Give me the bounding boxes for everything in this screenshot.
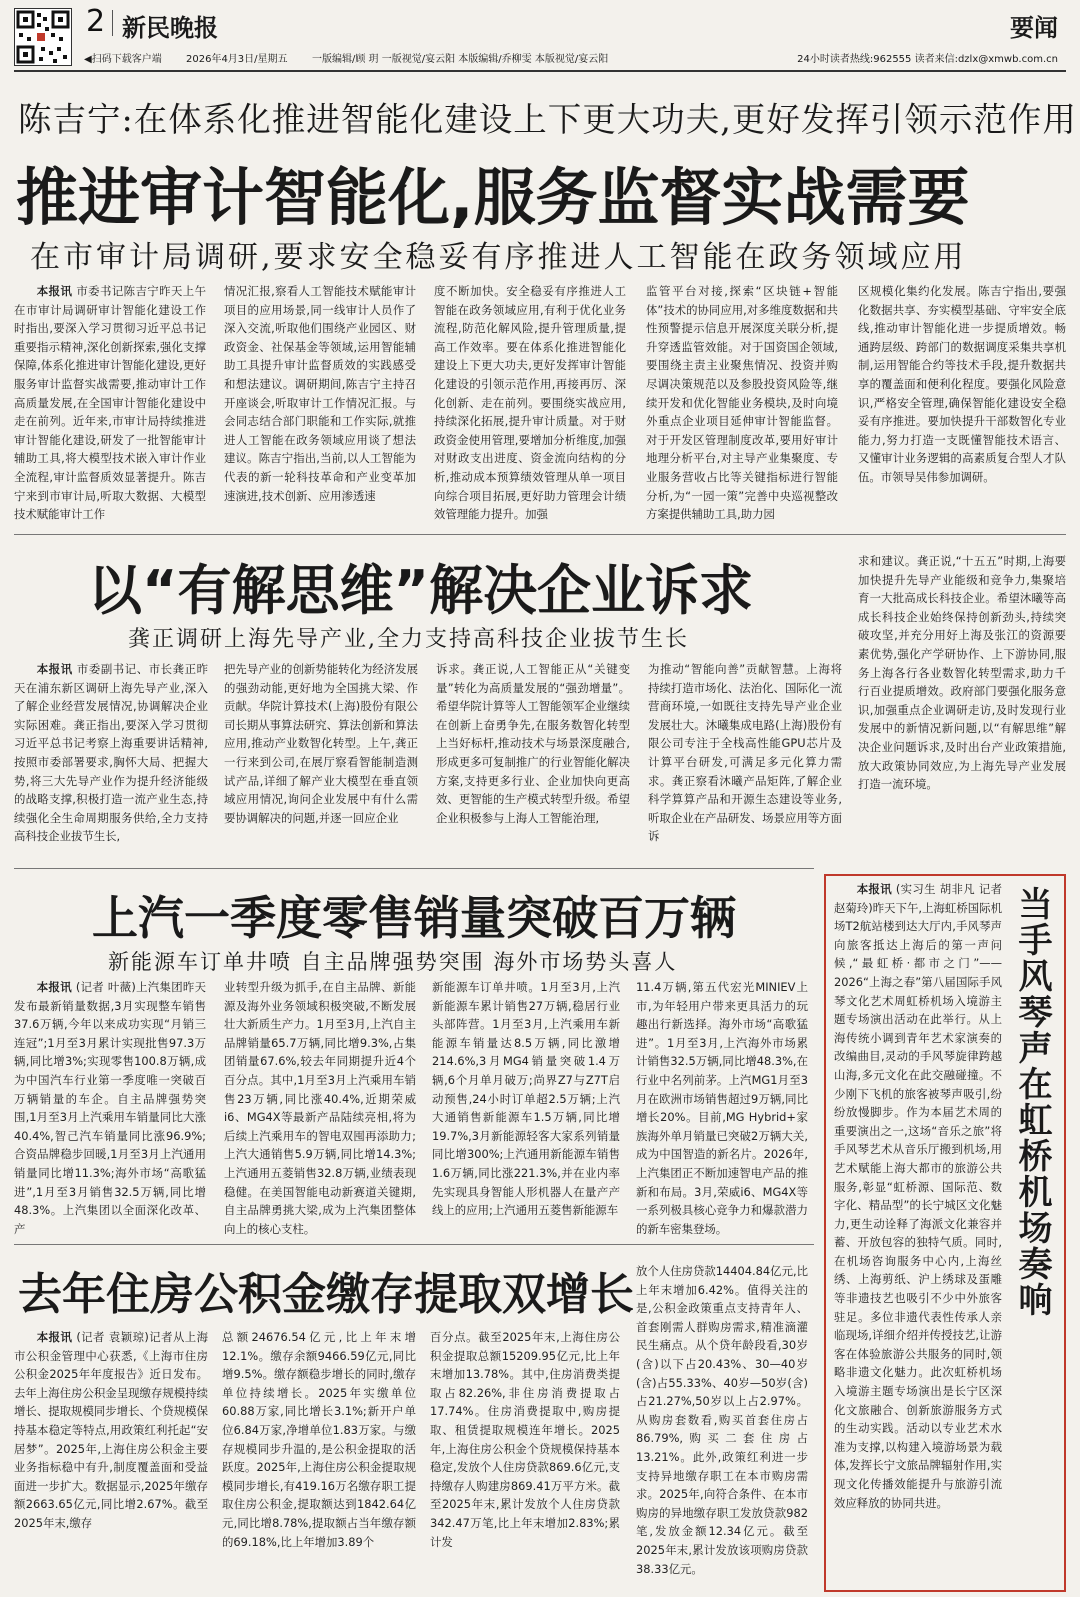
story4-text1: (记者 袁颖琼)记者从上海市公积金管理中心获悉,《上海市住房公积金2025年年度报告》近日发布。去年上海住房公积金呈现缴存规模持续增长、提取规模同步增长、个贷规模保持基本稳定等特点,用政策红利托起“安居梦”。2025年,上海住房公积金主要业务指标稳中有升,制度覆盖面和受益面进一步扩大。数据显示,2025年缴存额2663.65亿元,同比增2.67%。截至2025年末,缴存 bbox=[14, 1330, 208, 1530]
story3-text1: (记者 叶薇)上汽集团昨天发布最新销量数据,3月实现整车销售37.6万辆,今年以来成功实现“月销三连冠”;1月至3月累计实现批售97.3万辆,同比增3%;实现零售100.8万辆,成为中国汽车行业第一季度唯一突破百万辆销量的车企。自主品牌强势突围,1月至3月上汽乘用车销量同比大涨40.4%,智己汽车销量同比涨96.9%;合资品牌稳步回暖,1月至3月上汽通用销量同比增11.3%;海外市场“高歌猛进”,1月至3月销售32.5万辆,同比增48.3%。上汽集团以全面深化改革、产 bbox=[14, 980, 206, 1236]
story1-text3: 度不断加快。安全稳妥有序推进人工智能在政务领域应用,有利于优化业务流程,防范化解风险,提升管理质量,提高工作效率。要在体系化推进智能化建设上下更大功夫,更好发挥审计智能化建设的引领示范作用,再接再厉、深化创新、走在前列。要围绕实战应用,持续深化拓展,提升审计质量。对于财政资金使用管理,要增加分析维度,加强对财政支出进度、资金流向结构的分析,推动成本预算绩效管理从单一项目向综合项目拓展,更好助力管理会计绩效管理能力提升。加强 bbox=[434, 284, 626, 522]
story3-col2 bbox=[224, 978, 416, 1236]
story2-text2: 把先导产业的创新势能转化为经济发展的强劲动能,更好地为全国挑大梁、作贡献。华院计算技术(上海)股份有限公司长期从事算法研究、算法创新和算法应用,推动产业数智化转型。上午,龚正一行来到公司,在展厅察看智能制造测试产品,详细了解产业大模型在垂直领域应用情况,询问企业发展中有什么需要协调解决的问题,并逐一回应企业 bbox=[224, 662, 418, 825]
story2-col5 bbox=[858, 552, 1066, 860]
story1-col5 bbox=[858, 282, 1066, 524]
story3-text3: 新能源车订单井喷。1月至3月,上汽新能源车累计销售27万辆,稳居行业头部阵营。1月至3月,上汽乘用车新能源车销量达8.5万辆,同比激增214.6%,3月MG4销量突破1.4万辆,6个月单月破万;尚界Z7与Z7T启动预售,24小时订单超2.5万辆;上汽大通销售新能源车1.5万辆,同比增19.7%,3月新能源轻客大家系列销量同比增300%;上汽通用新能源车销售1.6万辆,同比涨221.3%,并在业内率先实现具身智能人形机器人在量产产线上的应用;上汽通用五菱售新能源车 bbox=[432, 980, 620, 1218]
date-line: 2026年4月3日/星期五 bbox=[186, 54, 288, 65]
story4-lead: 本报讯 bbox=[36, 1330, 73, 1344]
story4-col2 bbox=[222, 1328, 416, 1590]
qr-caption: ◀扫码下载客户端 bbox=[84, 54, 162, 65]
story3-lead: 本报讯 bbox=[36, 980, 72, 994]
story4-headline: 去年住房公积金缴存提取双增长 bbox=[18, 1269, 634, 1320]
story2-text3: 诉求。龚正说,人工智能正从“关键变量”转化为高质量发展的“强劲增量”。希望华院计算等人工智能领军企业继续在创新上奋勇争先,在服务数智化转型上当好标杆,推动技术与场景深度融合,形成更多可复制推广的行业智能化解决方案,支持更多行业、企业加快向更高效、更智能的生产模式转型升级。希望企业积极参与上海人工智能治理, bbox=[436, 662, 630, 825]
story1-text1: 市委书记陈吉宁昨天上午在市审计局调研审计智能化建设工作时指出,要深入学习贯彻习近平总书记重要指示精神,深化创新探索,强化支撑保障,体系化推进审计智能化建设,更好服务审计监督实战需要,推动审计工作高质量发展,在全国审计智能化建设中走在前列。近年来,市审计局持续推进审计智能化建设,研发了一批智能审计辅助工具,将大模型技术嵌入审计作业全流程,审计监督质效显著提升。陈吉宁来到市审计局,听取大数据、大模型技术赋能审计工作 bbox=[14, 284, 206, 522]
story4-col3 bbox=[430, 1328, 620, 1590]
story1-headline: 推进审计智能化,服务监督实战需要 bbox=[16, 161, 970, 234]
story1-text2: 情况汇报,察看人工智能技术赋能审计项目的应用场景,同一线审计人员作了深入交流,听取他们围绕产业园区、财政资金、社保基金等领域,运用智能辅助工具提升审计监督质效的实践感受和想法建议。调研期间,陈吉宁主持召开座谈会,听取审计工作情况汇报。与会同志结合部门职能和工作实际,就推进人工智能在政务领域应用谈了想法建议。陈吉宁指出,当前,以人工智能为代表的新一轮科技革命和产业变革加速演进,技术创新、应用渗透速 bbox=[224, 284, 416, 503]
story2-col2 bbox=[224, 660, 418, 860]
story5-text: (实习生 胡非凡 记者 赵菊玲)昨天下午,上海虹桥国际机场T2航站楼到达大厅内,手风琴声向旅客抵达上海后的第一声问候,“最虹桥·都市之门”——2026“上海之春”第八届国际手风琴文化艺术周虹桥机场入境游主题专场演出活动在此举行。从上海传统小调到青年艺术家演奏的改编曲目,灵动的手风琴旋律跨越山海,多元文化在此交融碰撞。不少刚下飞机的旅客被琴声吸引,纷纷放慢脚步。作为本届艺术周的重要演出之一,这场“音乐之旅”将手风琴艺术从音乐厅搬到机场,用艺术赋能上海大都市的旅游公共服务,彰显“虹桥源、国际范、数字化、精品型”的长宁城区文化魅力,更生动诠释了海派文化兼容并蓄、开放包容的独特气质。同时,在机场咨询服务中心内,上海丝绣、上海剪纸、沪上绣球及蛋雕等非遗技艺也吸引不少中外旅客驻足。多位非遗代表性传承人亲临现场,详细介绍并传授技艺,让游客在体验旅游公共服务的同时,领略非遗文化魅力。此次虹桥机场入境游主题专场演出是长宁区深化文旅融合、创新旅游服务方式的生动实践。活动以专业艺术水准为支撑,以构建入境游场景为载体,发挥长宁文旅品牌辐射作用,实现文化传播效能提升与旅游引流效应释放的协同共进。 bbox=[834, 882, 1002, 1510]
story4-text4: 放个人住房贷款14404.84亿元,比上年末增加6.42%。值得关注的是,公积金政策重点支持青年人、首套刚需人群购房需求,精准滴灌民生痛点。从个贷年龄段看,30岁(含)以下占20.43%、30—40岁(含)占55.33%、40岁—50岁(含)占21.27%,50岁以上占2.97%。从购房套数看,购买首套住房占86.79%,购买二套住房占13.21%。此外,政策红利进一步支持异地缴存职工在本市购房需求。2025年,向符合条件、在本市购房的异地缴存职工发放贷款982笔,发放金额12.34亿元。截至2025年末,累计发放该项购房贷款38.33亿元。 bbox=[636, 1264, 808, 1576]
story5-headline: 当手风琴声在虹桥机场奏响 bbox=[1012, 886, 1052, 1318]
story1-kicker: 陈吉宁:在体系化推进智能化建设上下更大功夫,更好发挥引领示范作用 bbox=[18, 100, 1077, 139]
story1-col2 bbox=[224, 282, 416, 524]
section-name: 要闻 bbox=[1010, 14, 1058, 42]
paper-name: 新民晚报 bbox=[122, 13, 218, 42]
story2-text1: 市委副书记、市长龚正昨天在浦东新区调研上海先导产业,深入了解企业经营发展情况,协调解决企业实际困难。龚正指出,要深入学习贯彻习近平总书记考察上海重要讲话精神,按照市委部署要求,胸怀大局、把握大势,将三大先导产业作为提升经济能级的战略支撑,积极打造一流产业生态,持续强化全生命周期服务供给,全力支持高科技企业拔节生长, bbox=[14, 662, 208, 844]
story2-col4 bbox=[648, 660, 842, 860]
story2-col3 bbox=[436, 660, 630, 860]
story1-subhead: 在市审计局调研,要求安全稳妥有序推进人工智能在政务领域应用 bbox=[30, 240, 967, 275]
story3-headline: 上汽一季度零售销量突破百万辆 bbox=[92, 891, 736, 945]
story2-lead: 本报讯 bbox=[36, 662, 73, 676]
story1-col4 bbox=[646, 282, 838, 524]
story3-col1 bbox=[14, 978, 206, 1236]
story2-headline: 以“有解思维”解决企业诉求 bbox=[88, 559, 753, 622]
qr-code[interactable] bbox=[14, 8, 72, 66]
editors-line: 一版编辑/顾 玥 一版视觉/宴云阳 本版编辑/乔柳雯 本版视觉/宴云阳 bbox=[312, 54, 609, 65]
story1-lead: 本报讯 bbox=[36, 284, 73, 298]
story5-lead: 本报讯 bbox=[856, 882, 892, 896]
story2-text5: 求和建议。龚正说,“十五五”时期,上海要加快提升先导产业能级和竞争力,集聚培育一大批高成长科技企业。希望沐曦等高成长科技企业始终保持创新劲头,持续突破攻坚,并充分用好上海及张江的资源要素优势,强化产学研协作、上下游协同,服务上海各行各业数智化转型需求,助力千行百业提质增效。政府部门要强化服务意识,加强重点企业调研走访,及时发现行业发展中的新情况新问题,以“有解思维”解决企业问题诉求,及时出台产业政策措施,放大政策协同效应,为上海先导产业发展打造一流环境。 bbox=[858, 554, 1066, 792]
hotline: 24小时读者热线:962555 读者来信:dzlx@xmwb.com.cn bbox=[797, 54, 1058, 65]
story2-subhead: 龚正调研上海先导产业,全力支持高科技企业拔节生长 bbox=[128, 627, 689, 652]
story2-col1 bbox=[14, 660, 208, 860]
story5-body bbox=[834, 880, 1002, 1582]
story4-col1 bbox=[14, 1328, 208, 1590]
story2-text4: 为推动“智能向善”贡献智慧。上海将持续打造市场化、法治化、国际化一流营商环境,一如既往支持先导产业企业发展壮大。沐曦集成电路(上海)股份有限公司专注于全栈高性能GPU芯片及计算平台研发,可满足多元化算力需求。龚正察看沐曦产品矩阵,了解企业科学算算产品和开源生态建设等业务,听取企业在产品研发、场景应用等方面诉 bbox=[648, 662, 842, 844]
story1-text4: 监管平台对接,探索“区块链+智能体”技术的协同应用,对多维度数据和共性预警提示信息开展深度关联分析,提升穿透监管效能。对于国资国企领域,要围绕主责主业聚焦情况、投资并购尽调决策规范以及参股投资风险等,继续开发和优化智能业务模块,及时向境外重点企业项目延伸审计智能监督。对于开发区管理制度改革,要用好审计地理分析平台,对主导产业集聚度、专业服务营收占比等关键指标进行智能分析,为“一园一策”完善中央巡视整改方案提供辅助工具,助力园 bbox=[646, 284, 838, 522]
story3-col4 bbox=[636, 978, 808, 1236]
story1-text5: 区规模化集约化发展。陈吉宁指出,要强化数据共享、夯实模型基础、守牢安全底线,推动审计智能化进一步提质增效。畅通跨层级、跨部门的数据调度采集共享机制,运用智能合约等技术手段,提升数据共享的覆盖面和便利化程度。要强化风险意识,严格安全管理,确保智能化建设安全稳妥有序推进。要加快提升干部数智化专业能力,努力打造一支既懂智能技术语言、又懂审计业务逻辑的高素质复合型人才队伍。市领导吴伟参加调研。 bbox=[858, 284, 1066, 484]
story1-col3 bbox=[434, 282, 626, 524]
story3-text2: 业转型升级为抓手,在自主品牌、新能源及海外业务领域积极突破,不断发展壮大新质生产力。1月至3月,上汽自主品牌销量65.7万辆,同比增9.3%,占集团销量67.6%,较去年同期提升近4个百分点。其中,1月至3月上汽乘用车销售23万辆,同比涨40.4%,近期荣威i6、MG4X等最新产品陆续亮相,将为后续上汽乘用车的智电双囤再添助力;上汽大通销售5.9万辆,同比增14.3%;上汽通用五菱销售32.8万辆,业绩表现稳健。在美国智能电动新赛道关键期,自主品牌勇挑大梁,成为上汽集团整体向上的核心支柱。 bbox=[224, 980, 416, 1236]
story1-col1 bbox=[14, 282, 206, 524]
story4-col4 bbox=[636, 1262, 808, 1590]
story4-text3: 百分点。截至2025年末,上海住房公积金提取总额15209.95亿元,比上年末增加13.78%。其中,住房消费类提取占82.26%,非住房消费提取占17.74%。住房消费提取中,购房提取、租赁提取规模连年增长。2025年,上海住房公积金个贷规模保持基本稳定,发放个人住房贷款869.6亿元,支持缴存人购建房869.41万平方米。截至2025年末,累计发放个人住房贷款342.47万笔,比上年末增加2.83%;累计发 bbox=[430, 1330, 620, 1549]
story4-text2: 总额24676.54亿元,比上年末增12.1%。缴存余额9466.59亿元,同比增9.5%。缴存额稳步增长的同时,缴存单位持续增长。2025年实缴单位60.88万家,同比增长3.1%;新开户单位6.84万家,净增单位1.83万家。与缴存规模同步升温的,是公积金提取的活跃度。2025年,上海住房公积金提取规模同步增长,有419.16万名缴存职工提取住房公积金,提取额达到1842.64亿元,同比增8.78%,提取额占当年缴存额的69.18%,比上年增加3.89个 bbox=[222, 1330, 416, 1549]
story3-subhead: 新能源车订单井喷 自主品牌强势突围 海外市场势头喜人 bbox=[108, 950, 678, 974]
story3-text4: 11.4万辆,第五代宏光MINIEV上市,为年轻用户带来更具活力的玩趣出行新选择。海外市场“高歌猛进”。1月至3月,上汽海外市场累计销售32.5万辆,同比增48.3%,在行业中名列前茅。上汽MG1月至3月在欧洲市场销售超过9万辆,同比增长20%。目前,MG Hybrid+家族海外单月销量已突破2万辆大关,成为中国智造的新名片。2026年,上汽集团正不断加速智电产品的推新和布局。3月,荣威i6、MG4X等一系列极具核心竞争力和爆款潜力的新车密集登场。 bbox=[636, 980, 808, 1236]
qr-code-icon bbox=[15, 9, 71, 65]
story3-col3 bbox=[432, 978, 620, 1236]
page-number: 2 bbox=[86, 4, 106, 39]
